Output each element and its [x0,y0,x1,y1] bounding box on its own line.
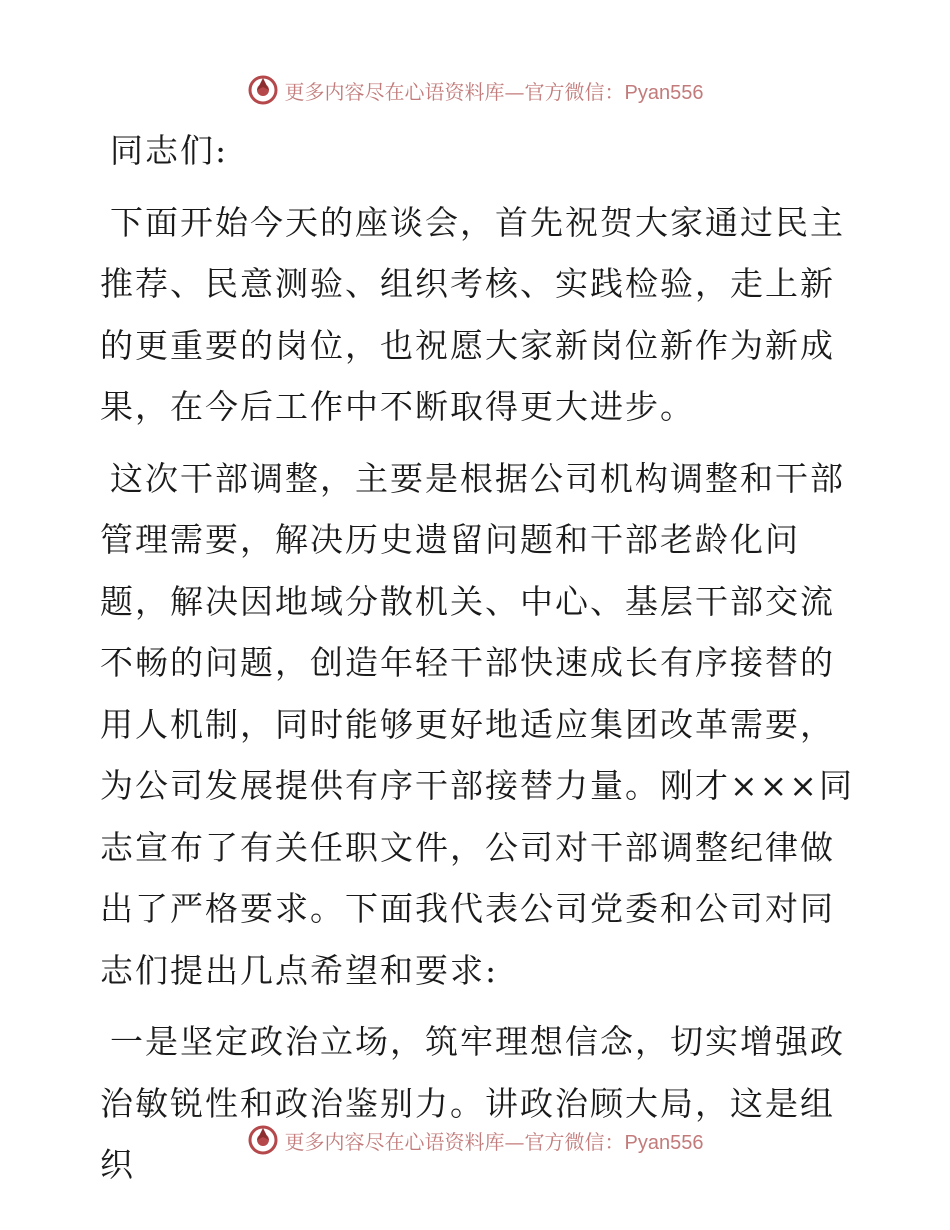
watermark-handle: Pyan556 [624,1131,704,1154]
watermark-banner-bottom [0,1120,950,1160]
brand-logo-icon [247,1124,279,1156]
paragraph-3: 一是坚定政治立场，筑牢理想信念，切实增强政治敏锐性和政治鉴别力。讲政治顾大局，这是组织 [100,1022,845,1184]
brand-logo-icon [247,74,279,106]
watermark-brand-text: 更多内容尽在心语资料库—官方微信： [284,1129,625,1154]
paragraph-1: 下面开始今天的座谈会，首先祝贺大家通过民主推荐、民意测验、组织考核、实践检验，走上新的更重要的岗位，也祝愿大家新岗位新作为新成果，在今后工作中不断取得更大进步。 [100,202,845,426]
greeting: 同志们: [110,131,229,170]
document-body [100,120,860,1196]
paragraph-2: 这次干部调整，主要是根据公司机构调整和干部管理需要，解决历史遗留问题和干部老龄化问题，解决因地域分散机关、中心、基层干部交流不畅的问题，创造年轻干部快速成长有序接替的用人机制，同时能够更好地适应集团改革需要，为公司发展提供有序干部接替力量。刚才×××同志宣布了有关任职文件，公司对干部调整纪律做出了严格要求。下面我代表公司党委和公司对同志们提出几点希望和要求: [100,458,854,990]
watermark-brand-text: 更多内容尽在心语资料库—官方微信： [284,79,625,104]
watermark-handle: Pyan556 [624,81,704,104]
watermark-banner-top [0,70,950,110]
